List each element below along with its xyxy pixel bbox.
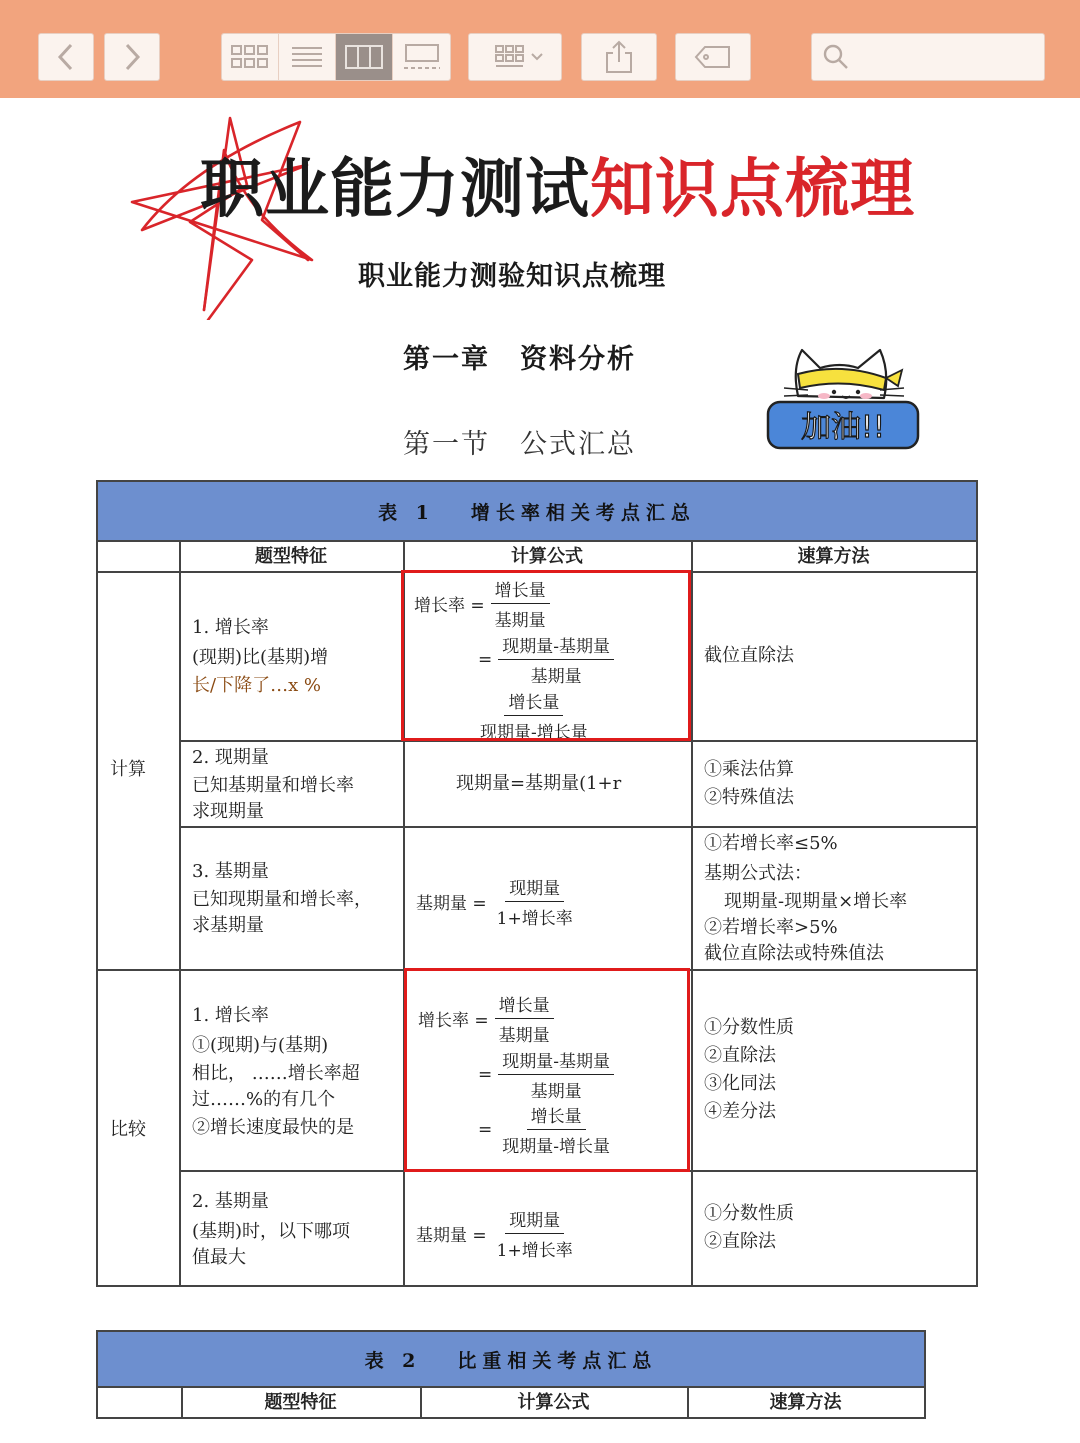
r4-feature-line2: ①(现期)与(基期) [192, 1035, 329, 1056]
table-1-caption [98, 482, 976, 542]
chapter-heading [403, 337, 636, 376]
group-by-icon [480, 43, 550, 71]
chapter-name: 资料分析 [520, 344, 636, 375]
share-button[interactable] [581, 33, 657, 81]
r4-method-line4: ④差分法 [704, 1101, 776, 1122]
cat-icon [762, 338, 922, 453]
highlight-box-1 [401, 570, 691, 741]
r4-method-line2: ②直除法 [704, 1045, 776, 1066]
r5-feature-line2: (基期)时，以下哪项 [192, 1221, 351, 1242]
column-header-method: 速算方法 [797, 545, 870, 567]
table-2 [96, 1330, 926, 1419]
columns-icon [344, 44, 384, 70]
gallery-view-button[interactable] [393, 34, 450, 80]
r1-f3-den: 现期量-增长量 [480, 723, 588, 743]
table-1-number: 表 1 [378, 501, 435, 524]
r4-f1-num: 增长量 [495, 991, 554, 1019]
r2-feature-line3: 求现期量 [192, 801, 264, 822]
r5-feature-line3: 值最大 [192, 1247, 246, 1268]
r3-method-line3: 现期量-现期量×增长率 [724, 891, 908, 912]
group-label-compare: 比较 [110, 1119, 146, 1140]
r2-feature-line1: 2. 现期量 [192, 747, 269, 768]
title-red-part: 知识点梳理 [590, 153, 915, 227]
table-1-body [98, 542, 976, 1285]
section-name: 公式汇总 [520, 429, 636, 460]
r4-eq-2: = [478, 1119, 493, 1140]
r5-formula [416, 1206, 577, 1261]
r1-f1-den: 基期量 [494, 611, 546, 631]
r4-method-line3: ③化同法 [704, 1073, 776, 1094]
r2-feature-line2: 已知基期量和增长率 [192, 775, 354, 796]
chevron-right-icon [121, 42, 143, 72]
highlight-box-2 [404, 968, 690, 1172]
table-2-title: 比重相关考点汇总 [457, 1349, 658, 1372]
search-icon [822, 43, 850, 71]
r4-eq-1: = [478, 1064, 493, 1085]
cheer-sticker [762, 338, 922, 457]
r3-f-num: 现期量 [505, 874, 564, 902]
r1-f2-num: 现期量-基期量 [498, 632, 614, 660]
group-by-button[interactable] [468, 33, 562, 81]
r1-formula-lhs: 增长率 = [414, 596, 485, 616]
forward-button[interactable] [104, 33, 160, 81]
r3-f-den: 1+增长率 [496, 909, 573, 929]
r2-method-line2: ②特殊值法 [704, 787, 794, 808]
r1-feature-line2: (现期)比(基期)增 [192, 647, 329, 668]
r5-f-den: 1+增长率 [496, 1241, 573, 1261]
r5-formula-lhs: 基期量 = [416, 1226, 487, 1246]
r3-method-line4: ②若增长率>5% [704, 917, 838, 938]
r1-eq-1: = [478, 649, 493, 670]
r4-f3-num: 增长量 [527, 1102, 586, 1130]
r1-feature-line3: 长/下降了…x % [192, 675, 322, 696]
t2-column-header-method: 速算方法 [769, 1391, 842, 1413]
r1-method-line1: 截位直除法 [704, 645, 794, 666]
list-icon [290, 45, 324, 69]
r4-feature-line3: 相比， ……增长率超 [192, 1063, 360, 1084]
r4-feature-line1: 1. 增长率 [192, 1005, 269, 1026]
title-dark-part: 职业能力测试 [200, 153, 590, 227]
r3-feature-line3: 求基期量 [192, 915, 264, 936]
search-field[interactable] [811, 33, 1045, 81]
column-header-feature: 题型特征 [255, 545, 327, 567]
r3-formula [416, 874, 577, 929]
group-label-calc: 计算 [110, 759, 146, 780]
share-icon [604, 40, 634, 74]
r1-f1-num: 增长量 [491, 576, 550, 604]
r4-formula-lhs: 增长率 = [418, 1011, 489, 1031]
r4-f2-den: 基期量 [530, 1082, 582, 1102]
r2-formula: 现期量=基期量(1+r [456, 773, 622, 794]
table-1 [96, 480, 978, 1287]
document-subtitle: 职业能力测验知识点梳理 [358, 261, 666, 292]
r1-f2-den: 基期量 [530, 667, 582, 687]
r3-method-line1: ①若增长率≤5% [704, 833, 838, 854]
r3-feature-line1: 3. 基期量 [192, 861, 269, 882]
r4-feature-line4: 过……%的有几个 [192, 1089, 336, 1110]
table-2-header-row [98, 1388, 924, 1417]
table-1-title: 增长率相关考点汇总 [470, 501, 696, 524]
r4-feature-line5: ②增长速度最快的是 [192, 1117, 354, 1138]
tag-button[interactable] [675, 33, 751, 81]
r3-feature-line2: 已知现期量和增长率， [192, 889, 372, 910]
section-number: 第一节 [403, 429, 490, 460]
r4-f3-den: 现期量-增长量 [502, 1137, 610, 1157]
r3-formula-lhs: 基期量 = [416, 894, 487, 914]
t2-column-header-feature: 题型特征 [264, 1391, 337, 1413]
column-view-button[interactable] [336, 34, 393, 80]
chevron-left-icon [55, 42, 77, 72]
table-2-number: 表 2 [364, 1349, 422, 1372]
table-2-caption [98, 1332, 924, 1388]
icon-view-button[interactable] [222, 34, 279, 80]
list-view-button[interactable] [279, 34, 336, 80]
page-title [200, 138, 915, 230]
r4-method-line1: ①分数性质 [704, 1017, 794, 1038]
r3-method-line5: 截位直除法或特殊值法 [704, 943, 884, 964]
t2-column-header-formula: 计算公式 [517, 1391, 590, 1413]
back-button[interactable] [38, 33, 94, 81]
r2-method-line1: ①乘法估算 [704, 759, 794, 780]
r4-f1-den: 基期量 [498, 1026, 550, 1046]
view-mode-group [221, 33, 451, 81]
r4-f2-num: 现期量-基期量 [498, 1047, 614, 1075]
tag-icon [693, 44, 733, 70]
column-header-formula: 计算公式 [511, 545, 583, 567]
r3-method-line2: 基期公式法： [704, 863, 812, 884]
search-input[interactable] [858, 42, 1038, 72]
r1-f3-num: 增长量 [504, 688, 563, 716]
toolbar [0, 0, 1080, 98]
grid-icon [230, 44, 270, 70]
gallery-icon [402, 43, 442, 71]
chapter-number: 第一章 [403, 344, 490, 375]
section-heading [403, 422, 636, 461]
r5-feature-line1: 2. 基期量 [192, 1191, 269, 1212]
r5-f-num: 现期量 [505, 1206, 564, 1234]
r1-feature-line1: 1. 增长率 [192, 617, 269, 638]
r5-method-line1: ①分数性质 [704, 1203, 794, 1224]
sticker-text: 加油!! [800, 410, 886, 445]
r5-method-line2: ②直除法 [704, 1231, 776, 1252]
